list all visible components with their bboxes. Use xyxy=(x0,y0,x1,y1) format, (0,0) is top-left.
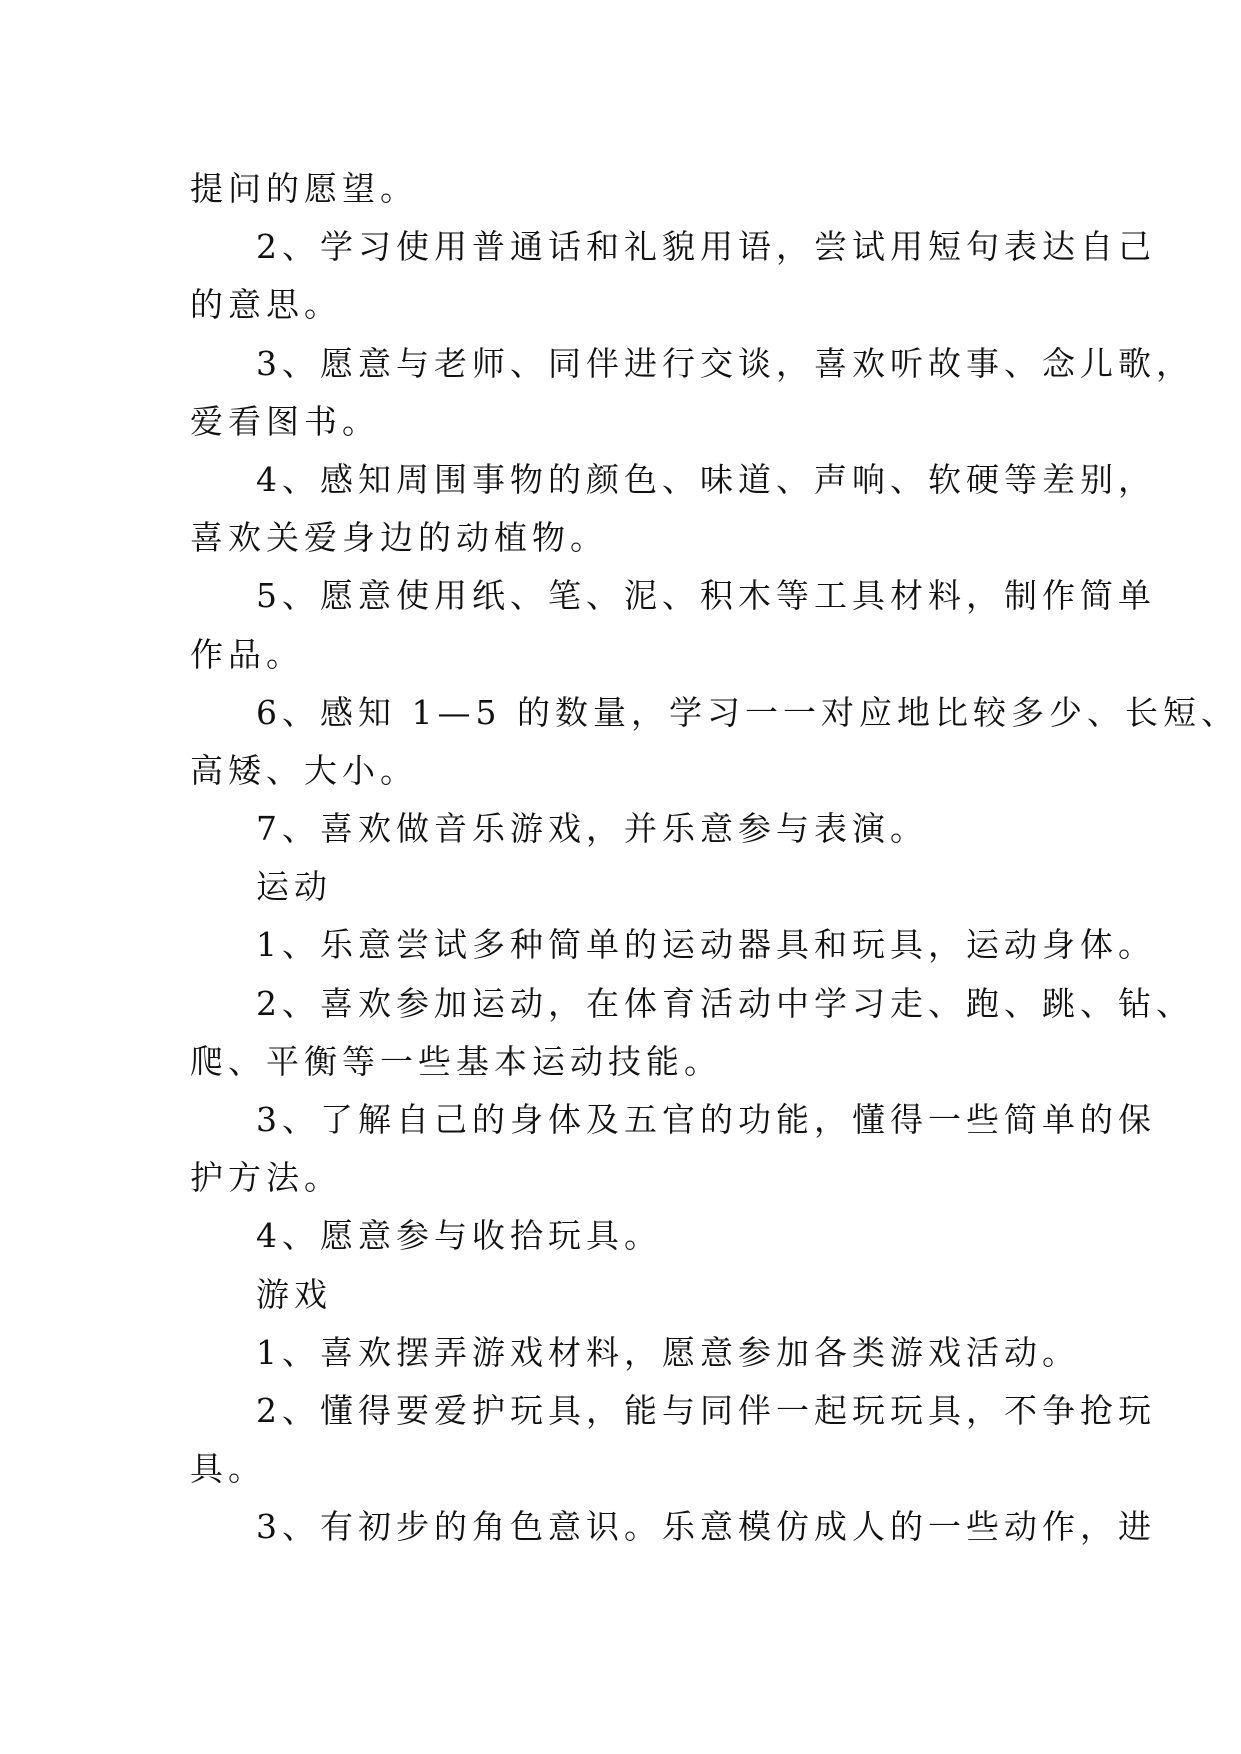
text-line: 2、懂得要爱护玩具，能与同伴一起玩玩具，不争抢玩 xyxy=(256,1390,1156,1430)
text-line: 护方法。 xyxy=(190,1158,342,1198)
text-line: 具。 xyxy=(190,1449,266,1489)
text-line: 6、感知 1—5 的数量，学习一一对应地比较多少、长短、 xyxy=(256,692,1239,732)
text-line: 的意思。 xyxy=(190,285,342,325)
text-line: 爬、平衡等一些基本运动技能。 xyxy=(190,1041,722,1081)
text-line: 爱看图书。 xyxy=(190,401,380,441)
text-line: 3、愿意与老师、同伴进行交谈，喜欢听故事、念儿歌， xyxy=(256,343,1194,383)
text-line: 7、喜欢做音乐游戏，并乐意参与表演。 xyxy=(256,809,928,849)
text-line: 3、了解自己的身体及五官的功能，懂得一些简单的保 xyxy=(256,1100,1156,1139)
text-line: 作品。 xyxy=(190,634,304,674)
text-line: 5、愿意使用纸、笔、泥、积木等工具材料，制作简单 xyxy=(256,576,1156,616)
section-heading-games: 游戏 xyxy=(256,1274,332,1314)
section-heading-sports: 运动 xyxy=(256,867,332,907)
document-body xyxy=(190,160,1239,1557)
text-line: 提问的愿望。 xyxy=(190,169,418,208)
text-line: 高矮、大小。 xyxy=(190,750,418,790)
text-line: 3、有初步的角色意识。乐意模仿成人的一些动作，进 xyxy=(256,1507,1156,1547)
text-line: 2、喜欢参加运动，在体育活动中学习走、跑、跳、钻、 xyxy=(256,983,1194,1023)
text-line: 4、愿意参与收拾玩具。 xyxy=(256,1216,662,1256)
text-line: 喜欢关爱身边的动植物。 xyxy=(190,518,608,558)
text-line: 1、喜欢摆弄游戏材料，愿意参加各类游戏活动。 xyxy=(256,1332,1080,1372)
text-line: 2、学习使用普通话和礼貌用语，尝试用短句表达自己 xyxy=(256,227,1156,267)
text-line: 4、感知周围事物的颜色、味道、声响、软硬等差别， xyxy=(256,459,1156,499)
text-line: 1、乐意尝试多种简单的运动器具和玩具，运动身体。 xyxy=(256,925,1156,965)
